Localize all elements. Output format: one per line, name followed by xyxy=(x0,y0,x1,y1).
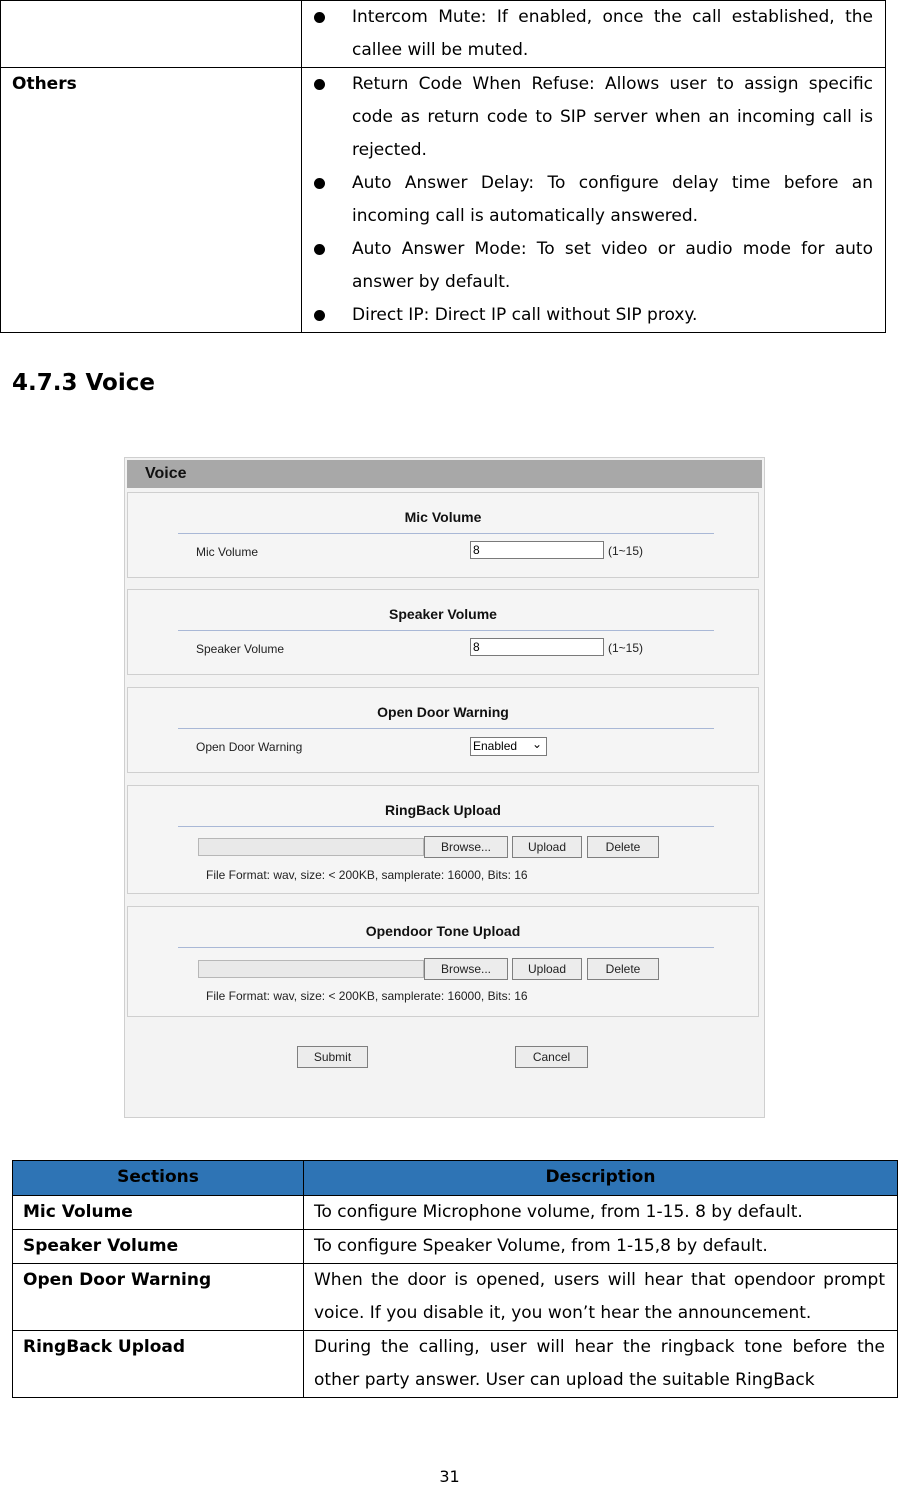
bullet-list xyxy=(302,1,885,67)
ringback-upload-section xyxy=(127,785,759,894)
list-item: Return Code When Refuse: Allows user to assign specific code as return code to SIP server when an incoming call is rejected. xyxy=(302,68,873,167)
mic-volume-section xyxy=(127,492,759,578)
speaker-volume-label: Speaker Volume xyxy=(196,642,285,656)
others-table xyxy=(0,0,886,333)
range-hint: (1~15) xyxy=(608,641,644,655)
file-format-note: File Format: wav, size: < 200KB, samplerate: 16000, Bits: 16 xyxy=(206,868,528,882)
description-cell: To configure Speaker Volume, from 1-15,8 by default. xyxy=(304,1230,898,1264)
page-number: 31 xyxy=(439,1467,460,1486)
section-header: Open Door Warning xyxy=(377,704,509,720)
file-path-field[interactable] xyxy=(198,838,424,856)
selected-value: Enabled xyxy=(473,739,518,753)
delete-button[interactable]: Delete xyxy=(587,958,659,980)
divider xyxy=(178,728,714,729)
table-header-row xyxy=(13,1161,898,1196)
divider xyxy=(178,533,714,534)
section-cell: Others xyxy=(1,68,302,333)
range-hint: (1~15) xyxy=(608,544,644,558)
table-row xyxy=(13,1196,898,1230)
list-item: Direct IP: Direct IP call without SIP proxy. xyxy=(302,299,873,332)
delete-button[interactable]: Delete xyxy=(587,836,659,858)
table-row xyxy=(1,1,886,68)
open-door-warning-select[interactable] xyxy=(470,737,547,756)
description-cell: To configure Microphone volume, from 1-15. 8 by default. xyxy=(304,1196,898,1230)
column-header: Sections xyxy=(13,1161,304,1196)
section-cell: Open Door Warning xyxy=(13,1264,304,1331)
section-cell: RingBack Upload xyxy=(13,1331,304,1398)
submit-button[interactable]: Submit xyxy=(297,1046,368,1068)
section-header: Mic Volume xyxy=(404,509,482,525)
table-row xyxy=(13,1331,898,1398)
speaker-volume-input[interactable]: 8 xyxy=(470,638,604,656)
list-item: Auto Answer Mode: To set video or audio mode for auto answer by default. xyxy=(302,233,873,299)
section-heading: 4.7.3 Voice xyxy=(12,370,155,396)
section-cell: Speaker Volume xyxy=(13,1230,304,1264)
open-door-warning-section xyxy=(127,687,759,773)
section-header: Speaker Volume xyxy=(389,606,497,622)
voice-settings-screenshot xyxy=(124,457,765,1118)
panel-title: Voice xyxy=(127,460,762,488)
divider xyxy=(178,947,714,948)
description-cell xyxy=(302,68,886,333)
section-header: RingBack Upload xyxy=(385,802,501,818)
cancel-button[interactable]: Cancel xyxy=(515,1046,588,1068)
column-header: Description xyxy=(304,1161,898,1196)
file-format-note: File Format: wav, size: < 200KB, samplerate: 16000, Bits: 16 xyxy=(206,989,528,1003)
browse-button[interactable]: Browse... xyxy=(424,836,508,858)
voice-sections-table xyxy=(12,1160,898,1398)
opendoor-tone-upload-section xyxy=(127,906,759,1017)
description-cell: During the calling, user will hear the ringback tone before the other party answer. User can upload the suitable RingBack xyxy=(304,1331,898,1398)
upload-button[interactable]: Upload xyxy=(512,958,582,980)
divider xyxy=(178,826,714,827)
list-item: Auto Answer Delay: To configure delay time before an incoming call is automatically answered. xyxy=(302,167,873,233)
mic-volume-input[interactable]: 8 xyxy=(470,541,604,559)
chevron-down-icon: ⌄ xyxy=(531,737,542,751)
table-row xyxy=(13,1264,898,1331)
section-cell: Mic Volume xyxy=(13,1196,304,1230)
description-cell xyxy=(302,1,886,68)
speaker-volume-section xyxy=(127,589,759,675)
table-row xyxy=(13,1230,898,1264)
list-item: Intercom Mute: If enabled, once the call established, the callee will be muted. xyxy=(302,1,873,67)
description-cell: When the door is opened, users will hear that opendoor prompt voice. If you disable it, you won’t hear the announcement. xyxy=(304,1264,898,1331)
section-cell xyxy=(1,1,302,68)
open-door-warning-label: Open Door Warning xyxy=(196,740,303,754)
file-path-field[interactable] xyxy=(198,960,424,978)
browse-button[interactable]: Browse... xyxy=(424,958,508,980)
bullet-list xyxy=(302,68,885,332)
mic-volume-label: Mic Volume xyxy=(196,545,259,559)
upload-button[interactable]: Upload xyxy=(512,836,582,858)
divider xyxy=(178,630,714,631)
section-header: Opendoor Tone Upload xyxy=(365,923,521,939)
table-row xyxy=(1,68,886,333)
